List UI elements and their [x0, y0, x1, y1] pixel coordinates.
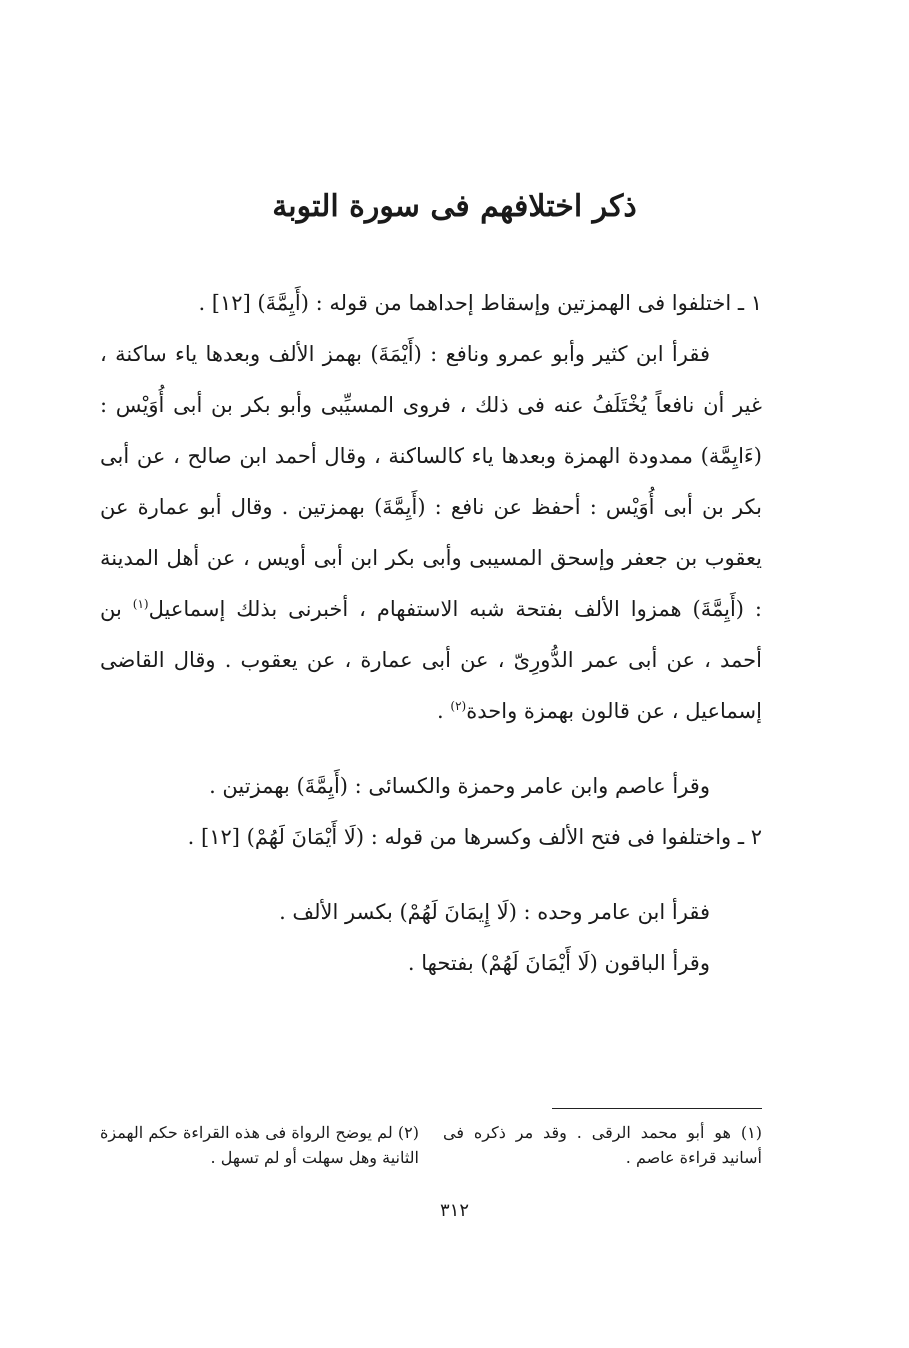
section1-paragraph — [100, 329, 762, 737]
section2-heading: ٢ ـ واختلفوا فى فتح الألف وكسرها من قوله : (لَا أَيْمَانَ لَهُمْ) [١٢] . — [187, 825, 762, 849]
footnote-1: (١) هو أبو محمد الرقى . وقد مر ذكره فى أسانيد قراءة عاصم . — [443, 1123, 762, 1167]
page-number: ٣١٢ — [439, 1200, 469, 1221]
section2-line2: وقرأ الباقون (لَا أَيْمَانَ لَهُمْ) بفتحها . — [407, 951, 710, 975]
footnote-2: (٢) لم يوضح الرواة فى هذه القراءة حكم الهمزة الثانية وهل سهلت أو لم تسهل . — [100, 1123, 419, 1167]
section1-line2: وقرأ عاصم وابن عامر وحمزة والكسائى : (أَيِمَّةَ) بهمزتين . — [209, 774, 710, 798]
section2-line1: فقرأ ابن عامر وحده : (لَا إِيمَانَ لَهُمْ) بكسر الألف . — [279, 900, 710, 924]
section1-para-cont: بن أحمد ، عن أبى عمر الدُّورِىّ ، عن أبى عمارة ، عن يعقوب . وقال القاضى إسماعيل ، عن قالون بهمزة واحدة — [100, 597, 762, 723]
footnote1-marker: (١) — [132, 597, 149, 611]
chapter-title: ذكر اختلافهم فى سورة التوبة — [272, 189, 637, 224]
body-text — [100, 278, 762, 989]
section1-para-text: فقرأ ابن كثير وأبو عمرو ونافع : (أَيْمَةَ) بهمز الألف وبعدها ياء ساكنة ، غير أن نافعاً يُخْتَلَفُ عنه فى ذلك ، فروى المسيِّبى وأبو بكر بن أبى أُوَيْس : (ءَايِمَّة) ممدودة الهمزة وبعدها ياء كالساكنة ، وقال أحمد ابن صالح ، عن أبى بكر بن أبى أُوَيْس : أحفظ عن نافع : (أَيِمَّةَ) بهمزتين . وقال أبو عمارة عن يعقوب بن جعفر وإسحق المسيبى وأبى بكر ابن أبى أويس ، عن أهل المدينة : (أَيِمَّةَ) همزوا الألف بفتحة شبه الاستفهام ، أخبرنى بذلك إسماعيل — [100, 342, 762, 621]
footnote-divider — [552, 1108, 762, 1109]
section1-para-end: . — [437, 699, 451, 723]
section1-heading: ١ ـ اختلفوا فى الهمزتين وإسقاط إحداهما من قوله : (أَيِمَّةَ) [١٢] . — [198, 291, 762, 315]
footnotes — [100, 1120, 762, 1170]
footnote2-marker: (٢) — [450, 699, 467, 713]
